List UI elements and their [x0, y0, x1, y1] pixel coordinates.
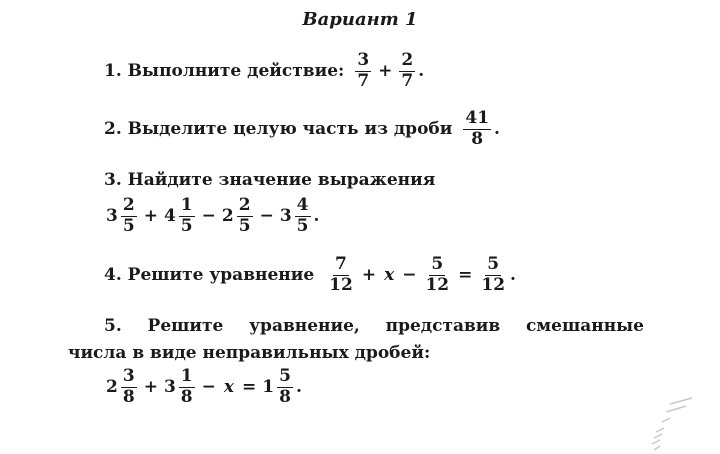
fraction: $\frac{1}{8}$: [180, 366, 193, 407]
fraction: $\frac{3}{8}$: [122, 366, 135, 407]
task-1-text: 1. Выполните действие:: [104, 61, 345, 82]
task-5-line2: [68, 343, 430, 363]
fraction: $\frac{1}{5}$: [180, 195, 193, 236]
period: .: [494, 119, 500, 140]
task-3-text: 3. Найдите значение выражения: [104, 170, 436, 190]
task-5-text-line1: 5. Решите уравнение, представив смешанные: [104, 316, 644, 336]
task-5: [104, 316, 644, 336]
operator: −: [259, 206, 274, 227]
task-5-expression: 2 $\frac{3}{8}$ + 3 $\frac{1}{8}$ − x = 1 $\frac{5}{8}$ .: [106, 366, 302, 407]
task-3-expression: 3 $\frac{2}{5}$ + 4 $\frac{1}{5}$ − 2 $\frac{2}{5}$ − 3 $\frac{4}{5}$ .: [106, 195, 320, 236]
operator: −: [201, 377, 216, 398]
fraction: $\frac{2}{7}$: [401, 50, 414, 91]
variable-x: x: [384, 265, 395, 286]
period: .: [295, 377, 302, 398]
fraction: $\frac{5}{12}$: [425, 254, 450, 295]
task-3: [104, 170, 435, 190]
variable-x: x: [223, 377, 235, 398]
operator: +: [143, 377, 158, 398]
period: .: [313, 206, 320, 227]
page-title: Вариант 1: [302, 9, 418, 30]
period: .: [510, 265, 516, 286]
task-4: [104, 256, 516, 295]
fraction: $\frac{3}{7}$: [357, 50, 370, 91]
operator: −: [201, 206, 216, 227]
task-1: [104, 52, 424, 91]
fraction: $\frac{5}{8}$: [279, 366, 291, 407]
fraction: $\frac{4}{5}$: [296, 195, 309, 236]
fraction: $\frac{2}{5}$: [238, 195, 251, 236]
task-2-text: 2. Выделите целую часть из дроби: [104, 119, 453, 140]
equals: =: [242, 377, 257, 398]
task-4-text: 4. Решите уравнение: [104, 265, 315, 286]
fraction: $\frac{7}{12}$: [329, 254, 353, 295]
task-5-text-line2: числа в виде неправильных дробей:: [68, 343, 431, 363]
operator: +: [143, 206, 158, 227]
task-2: [104, 110, 500, 149]
period: .: [418, 61, 425, 82]
fraction: $\frac{2}{5}$: [122, 195, 135, 236]
operator: +: [378, 61, 393, 82]
fraction: $\frac{41}{8}$: [465, 108, 490, 149]
decorative-strokes: [640, 396, 700, 452]
fraction: $\frac{5}{12}$: [481, 254, 506, 295]
operator: −: [402, 265, 417, 286]
operator: +: [361, 265, 377, 286]
equals: =: [458, 265, 473, 286]
